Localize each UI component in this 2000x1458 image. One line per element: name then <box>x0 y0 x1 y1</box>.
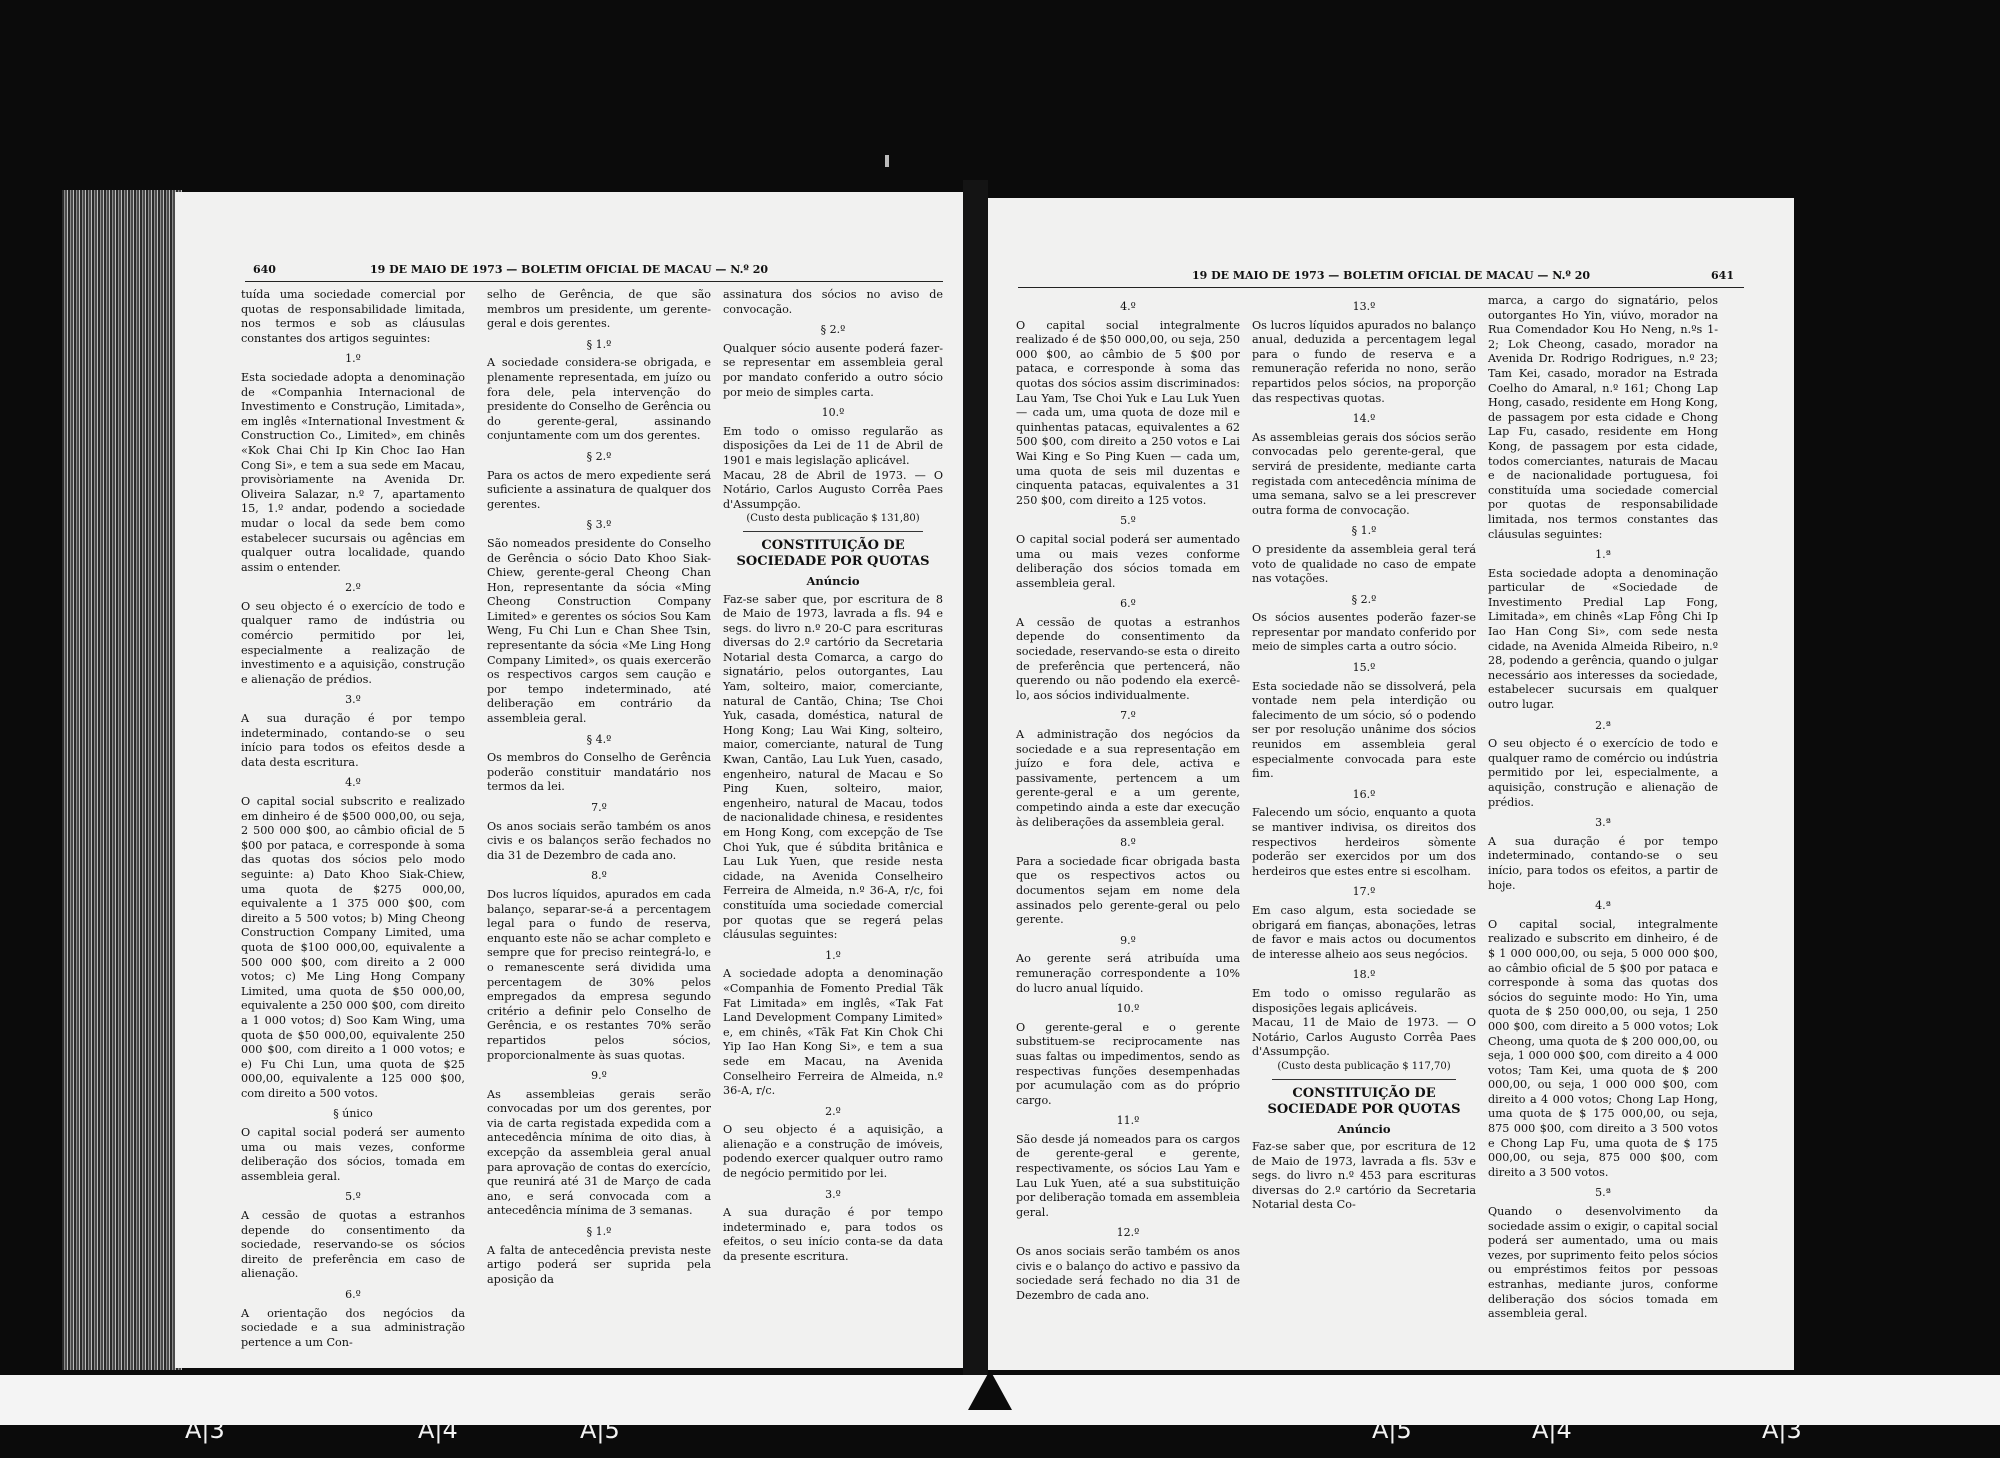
section-heading: 7.º <box>591 801 607 814</box>
paragraph: Qualquer sócio ausente poderá fazer-se representar em assembleia geral por mandato conferido a outro sócio por meio de simples carta. <box>723 341 943 399</box>
left-page-header <box>175 263 963 281</box>
paragraph: Dos lucros líquidos, apurados em cada balanço, separar-se-á a percentagem legal para o fundo de reserva, enquanto este não se achar completo e sempre que for preciso reintegrá-lo, e o remanescente será dividida uma percentagem de 30% pelos empregados da empresa segundo critério a definir pelo Conselho de Gerência, e os restantes 70% serão repartidos pelos sócios, proporcionalmente às suas quotas. <box>487 887 711 1062</box>
section-heading: 2.º <box>825 1104 841 1118</box>
section-heading: 13.º <box>1352 300 1376 313</box>
separator <box>743 531 923 532</box>
paragraph: Para os actos de mero expediente será suficiente a assinatura de qualquer dos gerentes. <box>487 468 711 511</box>
section-heading: 6.º <box>1120 597 1136 611</box>
right-page-number: 641 <box>1711 269 1734 282</box>
paragraph: Os sócios ausentes poderão fazer-se representar por mandato conferido por meio de simples carta a outro sócio. <box>1252 611 1476 654</box>
right-column-2 <box>1252 294 1476 1213</box>
publication-cost: (Custo desta publicação $ 117,70) <box>1277 1060 1451 1072</box>
section-heading: 2.º <box>345 581 361 595</box>
paragraph: tuída uma sociedade comercial por quotas de responsabilidade limitada, nos termos e sob as cláusulas constantes dos artigos seguintes: <box>241 288 465 345</box>
notice-subtitle: Anúncio <box>806 573 860 588</box>
book-edge <box>62 190 182 1370</box>
section-heading: § 1.º <box>1351 524 1377 538</box>
section-heading: 3.º <box>345 693 361 707</box>
paragraph: A orientação dos negócios da sociedade e a sua administração pertence a um Con- <box>241 1306 465 1349</box>
paragraph: As assembleias gerais serão convocadas por um dos gerentes, por via de carta registada expedida com a antecedência mínima de oito dias, à excepção da assembleia geral anual para aprovação de contas do exercício, que reunirá até 31 de Março de cada ano, e será convocada com a antecedência mínima de 3 semanas. <box>487 1087 711 1218</box>
section-heading: 16.º <box>1352 787 1376 801</box>
section-heading: § 4.º <box>586 732 612 746</box>
section-heading: 5.ª <box>1595 1186 1611 1200</box>
paragraph: O capital social integralmente realizado é de $50 000,00, ou seja, 250 000 $00, ao câmbio de 5 $00 por pataca, e corresponde à soma das quotas dos sócios assim discriminados: Lau Yam, Tse Choi Yuk e Lau Luk Yuen — cada um, uma quota de doze mil e quinhentas patacas, equivalentes a 62 500 $00, com direito a 250 votos e Lai Wai King e So Ping Kuen — cada um, uma quota de seis mil duzentas e cinquenta patacas, equivalentes a 31 250 $00, com direito a 125 votos. <box>1016 318 1240 507</box>
paragraph: Em todo o omisso regularão as disposições da Lei de 11 de Abril de 1901 e mais legislação aplicável. <box>723 424 943 467</box>
section-heading: § único <box>333 1107 373 1121</box>
paragraph: São nomeados presidente do Conselho de Gerência o sócio Dato Khoo Siak-Chiew, gerente-geral Cheong Chan Hon, representante da sócia «Ming Cheong Construction Company Limited» e gerentes os sócios Sou Kam Weng, Fu Chi Lun e Chan Shee Tsin, representante da sócia «Me Ling Hong Company Limited», os quais exercerão os respectivos cargos sem caução e por tempo indeterminado, até deliberação em contrário da assembleia geral. <box>487 536 711 726</box>
section-heading: 17.º <box>1352 885 1376 899</box>
paragraph: O gerente-geral e o gerente substituem-se reciprocamente nas suas faltas ou impedimentos, sendo as respectivas funções desempenhadas por acumulação com as do próprio cargo. <box>1016 1020 1240 1107</box>
paragraph: O seu objecto é a aquisição, a alienação e a construção de imóveis, podendo exercer qualquer outro ramo de negócio permitido por lei. <box>723 1123 943 1181</box>
section-heading: 10.º <box>821 406 845 420</box>
paragraph: A sua duração é por tempo indeterminado e, para todos os efeitos, o seu início conta-se da data da presente escritura. <box>723 1206 943 1264</box>
section-heading: 9.º <box>1120 933 1136 947</box>
separator <box>1272 1079 1456 1080</box>
section-heading: 12.º <box>1116 1226 1140 1240</box>
paragraph: Faz-se saber que, por escritura de 12 de Maio de 1973, lavrada a fls. 53v e segs. do livro n.º 453 para escrituras diversas do 2.º cartório da Secretaria Notarial desta Co- <box>1252 1140 1476 1212</box>
paragraph: O seu objecto é o exercício de todo e qualquer ramo de comércio ou indústria permitido por lei, especialmente, a aquisição, construção e alienação de prédios. <box>1488 737 1718 809</box>
film-mark: A|4 <box>1532 1416 1572 1444</box>
section-heading: 5.º <box>345 1190 361 1204</box>
paragraph: Faz-se saber que, por escritura de 8 de Maio de 1973, lavrada a fls. 94 e segs. do livro n.º 20-C para escrituras diversas do 2.º cartório da Secretaria Notarial desta Comarca, a cargo do signatário, pelos outorgantes, Lau Yam, solteiro, maior, comerciante, natural de Cantão, China; Tse Choi Yuk, casada, doméstica, natural de Hong Kong; Lau Wai King, solteiro, maior, comerciante, natural de Tung Kwan, Cantão, Lau Luk Yuen, casado, engenheiro, natural de Macau e So Ping Kuen, solteiro, maior, engenheiro, natural de Macau, todos de nacionalidade chinesa, e residentes em Hong Kong, com excepção de Tse Choi Yuk, que é súbdita britânica e Lau Luk Yuen, que reside nesta cidade, na Avenida Conselheiro Ferreira de Almeida, n.º 36-A, r/c, foi constituída uma sociedade comercial por quotas que se regerá pelas cláusulas seguintes: <box>723 592 943 942</box>
section-heading: 2.ª <box>1595 718 1611 732</box>
film-mark: A|3 <box>185 1416 225 1444</box>
section-heading: § 2.º <box>820 323 846 337</box>
publication-cost: (Custo desta publicação $ 131,80) <box>746 513 920 525</box>
section-heading: 5.º <box>1120 514 1136 528</box>
paragraph: Falecendo um sócio, enquanto a quota se mantiver indivisa, os direitos dos respectivos herdeiros sòmente poderão ser exercidos por um dos herdeiros que estes entre si escolham. <box>1252 806 1476 878</box>
section-heading: § 3.º <box>586 518 612 532</box>
header-rule <box>245 281 943 282</box>
paragraph: Macau, 11 de Maio de 1973. — O Notário, Carlos Augusto Corrêa Paes d'Assumpção. <box>1252 1016 1476 1059</box>
paragraph: marca, a cargo do signatário, pelos outorgantes Ho Yin, viúvo, morador na Rua Comendador Kou Ho Neng, n.ºs 1-2; Lok Cheong, casado, morador na Avenida Dr. Rodrigo Rodrigues, n.º 23; Tam Kei, casado, morador na Estrada Coelho do Amaral, n.º 161; Chong Lap Hong, casado, residente em Hong Kong, de passagem por esta cidade e Chong Lap Fu, casado, residente em Hong Kong, de passagem por esta cidade, todos comerciantes, naturais de Macau e de nacionalidade portuguesa, foi constituída uma sociedade comercial por quotas de responsabilidade limitada, nos termos constantes das cláusulas seguintes: <box>1488 294 1718 541</box>
section-heading: 4.º <box>345 776 361 790</box>
section-heading: § 1.º <box>586 337 612 351</box>
paragraph: assinatura dos sócios no aviso de convocação. <box>723 288 943 316</box>
section-heading: 10.º <box>1116 1002 1140 1016</box>
paragraph: A sociedade considera-se obrigada, e plenamente representada, em juízo ou fora dele, pela intervenção do presidente do Conselho de Gerência ou do gerente-geral, assinando conjuntamente com um dos gerentes. <box>487 356 711 443</box>
paragraph: Os anos sociais serão também os anos civis e os balanços serão fechados no dia 31 de Dezembro de cada ano. <box>487 819 711 862</box>
film-notch <box>968 1370 1012 1410</box>
paragraph: Macau, 28 de Abril de 1973. — O Notário, Carlos Augusto Corrêa Paes d'Assumpção. <box>723 468 943 511</box>
paragraph: A sua duração é por tempo indeterminado, contando-se o seu início, para todos os efeitos, a partir de hoje. <box>1488 834 1718 892</box>
paragraph: As assembleias gerais dos sócios serão convocadas pelo gerente-geral, que servirá de presidente, mediante carta registada com antecedência mínima de uma semana, salvo se a lei prescrever outra forma de convocação. <box>1252 430 1476 517</box>
section-heading: 9.º <box>591 1069 607 1083</box>
paragraph: Para a sociedade ficar obrigada basta que os respectivos actos ou documentos sejam em nome dela assinados pelo gerente-geral ou pelo gerente. <box>1016 854 1240 927</box>
right-page <box>988 198 1794 1370</box>
section-heading: 14.º <box>1352 412 1376 426</box>
notice-title: CONSTITUIÇÃO DE SOCIEDADE POR QUOTAS <box>1267 1085 1461 1117</box>
book-gutter <box>963 180 988 1380</box>
section-heading: 6.º <box>345 1288 361 1301</box>
film-mark: A|5 <box>580 1416 620 1444</box>
section-heading: 1.º <box>825 948 841 962</box>
paragraph: A cessão de quotas a estranhos depende do consentimento da sociedade, reservando-se esta o direito de preferência que pertencerá, não querendo ou não podendo ela exercê-lo, aos sócios individualmente. <box>1016 615 1240 702</box>
notice-title: CONSTITUIÇÃO DE SOCIEDADE POR QUOTAS <box>736 537 930 569</box>
section-heading: 7.º <box>1120 709 1136 723</box>
paragraph: São desde já nomeados para os cargos de gerente-geral e gerente, respectivamente, os sócios Lau Yam e Lau Luk Yuen, até a sua substituição por deliberação tomada em assembleia geral. <box>1016 1132 1240 1219</box>
film-mark: A|3 <box>1762 1416 1802 1444</box>
section-heading: § 2.º <box>1351 592 1377 606</box>
paragraph: A sua duração é por tempo indeterminado, contando-se o seu início para todos os efeitos desde a data desta escritura. <box>241 712 465 769</box>
left-column-1 <box>241 288 465 1350</box>
paragraph: selho de Gerência, de que são membros um presidente, um gerente-geral e dois gerentes. <box>487 288 711 331</box>
left-page-number: 640 <box>253 263 276 276</box>
left-column-3 <box>723 288 943 1265</box>
paragraph: Esta sociedade não se dissolverá, pela vontade nem pela interdição ou falecimento de um sócio, só o podendo ser por resolução unânime dos sócios reunidos em assembleia geral especialmente convocada para este fim. <box>1252 679 1476 781</box>
paragraph: Esta sociedade adopta a denominação de «Companhia Internacional de Investimento e Construção, Limitada», em inglês «International Investment & Construction Co., Limited», em chinês «Kok Chai Chi Ip Kin Choc Iao Han Cong Si», e tem a sua sede em Macau, provisòriamente na Avenida Dr. Oliveira Salazar, n.º 7, apartamento 15, 1.º andar, podendo a sociedade mudar o local da sede bem como estabelecer sucursais ou agências em qualquer outra localidade, quando assim o entender. <box>241 370 465 574</box>
paragraph: O presidente da assembleia geral terá voto de qualidade no caso de empate nas votações. <box>1252 542 1476 586</box>
paragraph: Esta sociedade adopta a denominação particular de «Sociedade de Investimento Predial Lap Fong, Limitada», em chinês «Lap Fông Chi Ip Iao Han Cong Si», com sede nesta cidade, na Avenida Almeida Ribeiro, n.º 28, podendo a gerência, quando o julgar necessário aos interesses da sociedade, estabelecer sucursais em qualquer outro lugar. <box>1488 566 1718 712</box>
paragraph: Ao gerente será atribuída uma remuneração correspondente a 10% do lucro anual líquido. <box>1016 952 1240 995</box>
paragraph: Quando o desenvolvimento da sociedade assim o exigir, o capital social poderá ser aumentado, uma ou mais vezes, por suprimento feito pelos sócios ou empréstimos feitos por pessoas estranhas, mediante juros, conforme deliberação dos sócios tomada em assembleia geral. <box>1488 1205 1718 1321</box>
section-heading: 11.º <box>1116 1114 1140 1128</box>
section-heading: 4.ª <box>1595 899 1611 913</box>
left-column-2 <box>487 288 711 1287</box>
paragraph: Em todo o omisso regularão as disposições legais aplicáveis. <box>1252 986 1476 1015</box>
right-column-3 <box>1488 294 1718 1322</box>
section-heading: 8.º <box>591 869 607 883</box>
section-heading: 4.º <box>1120 300 1136 313</box>
right-page-header <box>988 269 1794 287</box>
film-mark: A|4 <box>418 1416 458 1444</box>
paragraph: O capital social subscrito e realizado em dinheiro é de $500 000,00, ou seja, 2 500 000 $00, ao câmbio oficial de 5 $00 por pataca, e corresponde à soma das quotas dos sócios pelo modo seguinte: a) Dato Khoo Siak-Chiew, uma quota de $275 000,00, equivalente a 1 375 000 $00, com direito a 5 500 votos; b) Ming Cheong Construction Company Limited, uma quota de $100 000,00, equivalente a 500 000 $00, com direito a 2 000 votos; c) Me Ling Hong Company Limited, uma quota de $50 000,00, equivalente a 250 000 $00, com direito a 1 000 votos; d) Soo Kam Wing, uma quota de $50 000,00, equivalente 250 000 $00, com direito a 1 000 votos; e e) Fu Chi Lun, uma quota de $25 000,00, equivalente a 125 000 $00, com direito a 500 votos. <box>241 795 465 1100</box>
paragraph: A falta de antecedência prevista neste artigo poderá ser suprida pela aposição da <box>487 1243 711 1286</box>
section-heading: § 1.º <box>586 1225 612 1239</box>
right-running-title: 19 DE MAIO DE 1973 — BOLETIM OFICIAL DE MACAU — N.º 20 <box>1191 269 1591 282</box>
left-running-title: 19 DE MAIO DE 1973 — BOLETIM OFICIAL DE MACAU — N.º 20 <box>369 263 769 276</box>
paragraph: Os membros do Conselho de Gerência poderão constituir mandatário nos termos da lei. <box>487 751 711 794</box>
section-heading: 18.º <box>1352 968 1376 982</box>
paragraph: A sociedade adopta a denominação «Companhia de Fomento Predial Tãk Fat Limitada» em inglês, «Tak Fat Land Development Company Limited» e, em chinês, «Tãk Fat Kin Chok Chi Yip Iao Han Kong Si», e tem a sua sede em Macau, na Avenida Conselheiro Ferreira de Almeida, n.º 36-A, r/c. <box>723 967 943 1098</box>
section-heading: 3.ª <box>1595 816 1611 830</box>
header-rule <box>1018 287 1744 288</box>
paragraph: O seu objecto é o exercício de todo e qualquer ramo de indústria ou comércio permitido por lei, especialmente a realização de investimento e a aquisição, construção e alienação de prédios. <box>241 599 465 686</box>
section-heading: 1.ª <box>1595 548 1611 562</box>
film-speck <box>885 155 889 167</box>
paragraph: O capital social poderá ser aumento uma ou mais vezes, conforme deliberação dos sócios, tomada em assembleia geral. <box>241 1126 465 1183</box>
paragraph: O capital social, integralmente realizado e subscrito em dinheiro, é de $ 1 000 000,00, ou seja, 5 000 000 $00, ao câmbio oficial de 5 $00 por pataca e corresponde à soma das quotas dos sócios do seguinte modo: Ho Yin, uma quota de $ 250 000,00, ou seja, 1 250 000 $00, com direito a 5 000 votos; Lok Cheong, uma quota de $ 200 000,00, ou seja, 1 000 000 $00, com direito a 4 000 votos; Tam Kei, uma quota de $ 200 000,00, ou seja, 1 000 000 $00, com direito a 4 000 votos; Chong Lap Hong, uma quota de $ 175 000,00, ou seja, 875 000 $00, com direito a 3 500 votos e Chong Lap Fu, uma quota de $ 175 000,00, ou seja, 875 000 $00, com direito a 3 500 votos. <box>1488 917 1718 1179</box>
section-heading: 8.º <box>1120 836 1136 850</box>
paragraph: A administração dos negócios da sociedade e a sua representação em juízo e fora dele, activa e passivamente, pertencem a um gerente-geral e a um gerente, competindo ainda a este dar execução às deliberações da assembleia geral. <box>1016 728 1240 829</box>
notice-subtitle: Anúncio <box>1337 1121 1391 1136</box>
section-heading: 15.º <box>1352 661 1376 675</box>
right-column-1 <box>1016 294 1240 1303</box>
section-heading: 1.º <box>345 352 361 366</box>
paragraph: Os lucros líquidos apurados no balanço anual, deduzida a percentagem legal para o fundo de reserva e a remuneração referida no nono, serão repartidos pelos sócios, na proporção das respectivas quotas. <box>1252 318 1476 405</box>
film-mark: A|5 <box>1372 1416 1412 1444</box>
section-heading: § 2.º <box>586 449 612 463</box>
paragraph: O capital social poderá ser aumentado uma ou mais vezes conforme deliberação dos sócios tomada em assembleia geral. <box>1016 532 1240 590</box>
section-heading: 3.º <box>825 1187 841 1201</box>
paragraph: A cessão de quotas a estranhos depende do consentimento da sociedade, reservando-se os sócios direito de preferência em caso de alienação. <box>241 1209 465 1281</box>
paragraph: Em caso algum, esta sociedade se obrigará em fianças, abonações, letras de favor e mais actos ou documentos de interesse alheio aos seus negócios. <box>1252 903 1476 961</box>
left-page <box>175 192 963 1368</box>
paragraph: Os anos sociais serão também os anos civis e o balanço do activo e passivo da sociedade será fechado no dia 31 de Dezembro de cada ano. <box>1016 1245 1240 1302</box>
